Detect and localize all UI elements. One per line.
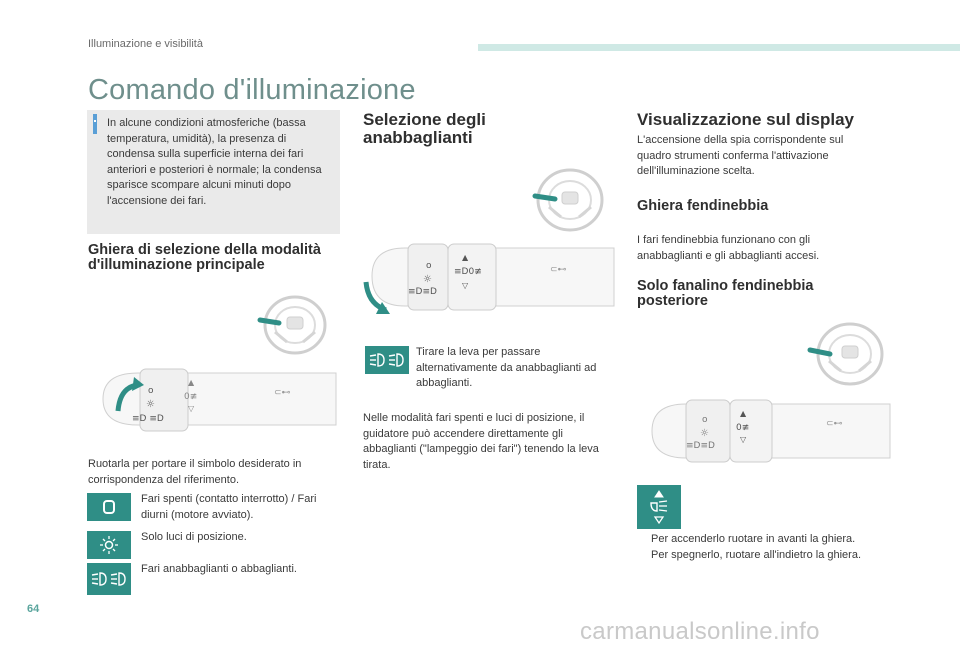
svg-text:▲: ▲ (462, 253, 469, 262)
section-header: Illuminazione e visibilità (88, 38, 203, 50)
headlights-icon (87, 563, 131, 595)
svg-text:o: o (426, 261, 432, 271)
svg-text:o: o (148, 386, 154, 396)
svg-text:≡D≡D: ≡D≡D (408, 287, 437, 297)
info-icon (93, 114, 97, 134)
svg-text:▽: ▽ (188, 404, 195, 413)
watermark: carmanualsonline.info (580, 618, 820, 645)
position-lights-icon (87, 531, 131, 559)
fog-ring-heading: Ghiera fendinebbia (637, 198, 769, 214)
headlights-text: Fari anabbaglianti o abbaglianti. (141, 563, 297, 575)
page-title: Comando d'illuminazione (88, 74, 416, 106)
fog-bullet-2: Per spegnerlo, ruotare all'indietro la ghiera. (651, 549, 861, 561)
fog-ring-text: I fari fendinebbia funzionano con gli anabbaglianti e gli abbaglianti accesi. (637, 234, 820, 262)
svg-text:0≢: 0≢ (736, 423, 750, 433)
svg-text:▲: ▲ (740, 409, 747, 418)
dipped-beam-heading: Selezione degli anabbaglianti (363, 110, 486, 147)
svg-text:▽: ▽ (740, 435, 747, 444)
info-text: In alcune condizioni atmosferiche (bassa temperatura, umidità), la presenza di condensa sulla superficie interna dei fari anteriori e posteriori è normale; la condensa sparisce scompare alcuni minuti dopo l'accensione dei fari. (107, 117, 322, 207)
info-icon-dot (94, 120, 96, 122)
svg-text:≡D0≢: ≡D0≢ (454, 267, 482, 277)
lights-off-text: Fari spenti (contatto interrotto) / Fari diurni (motore avviato). (141, 493, 317, 521)
dipped-beam-text: Tirare la leva per passare alternativamente da anabbaglianti ad abbaglianti. (416, 346, 597, 389)
svg-text:⊂⊷: ⊂⊷ (550, 265, 567, 275)
svg-text:☼: ☼ (700, 428, 709, 439)
steering-wheel-illustration (255, 292, 345, 358)
rear-fog-icon (637, 485, 681, 529)
svg-text:▽: ▽ (462, 281, 469, 290)
svg-text:0≢: 0≢ (184, 392, 198, 402)
dipped-beam-icon (365, 346, 409, 374)
page-number: 64 (27, 603, 40, 615)
lever-illustration (98, 363, 340, 435)
rear-fog-heading: Solo fanalino fendinebbia posteriore (637, 278, 814, 309)
flash-paragraph: Nelle modalità fari spenti e luci di posizione, il guidatore può accendere direttamente gli abbaglianti ("lampeggio dei fari") tenendo la leva tirata. (363, 412, 599, 471)
position-lights-text: Solo luci di posizione. (141, 531, 247, 543)
header-bar (478, 44, 960, 51)
svg-text:≡D ≡D: ≡D ≡D (132, 414, 164, 424)
svg-text:⊂⊷: ⊂⊷ (826, 419, 843, 429)
main-mode-intro: Ruotarla per portare il simbolo desiderato in corrispondenza del riferimento. (88, 458, 302, 486)
lights-off-icon (87, 493, 131, 521)
main-mode-heading: Ghiera di selezione della modalità d'illuminazione principale (88, 242, 321, 273)
steering-wheel-illustration-2 (525, 165, 615, 235)
svg-text:▲: ▲ (188, 378, 195, 387)
lever-illustration-3 (646, 394, 892, 468)
svg-text:o: o (702, 415, 708, 425)
fog-bullet-1: Per accenderlo ruotare in avanti la ghiera. (651, 533, 856, 545)
lever-illustration-2 (360, 238, 616, 316)
display-paragraph: L'accensione della spia corrispondente sul quadro strumenti conferma l'attivazione dell'illuminazione scelta. (637, 134, 844, 177)
svg-text:☼: ☼ (423, 274, 432, 285)
display-heading: Visualizzazione sul display (637, 110, 854, 129)
svg-text:☼: ☼ (146, 399, 155, 410)
steering-wheel-illustration-3 (802, 318, 892, 390)
svg-text:⊂⊷: ⊂⊷ (274, 388, 291, 398)
svg-text:≡D≡D: ≡D≡D (686, 441, 715, 451)
